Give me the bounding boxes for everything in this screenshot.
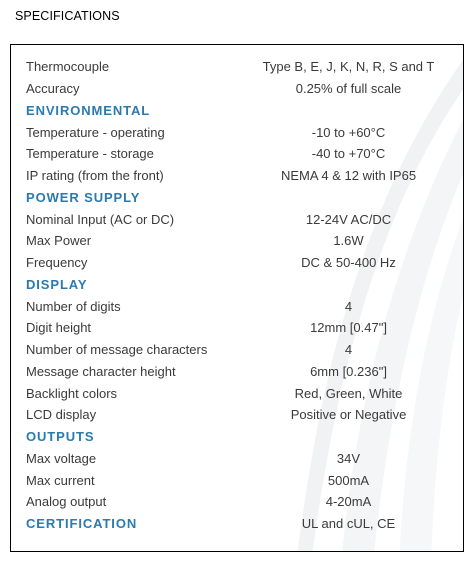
section-heading: ENVIRONMENTAL [26,102,151,118]
spec-value: 6mm [0.236"] [310,363,387,379]
spec-row-temperature-operating [26,121,456,143]
spec-value: 500mA [327,472,370,488]
spec-value: Red, Green, White [294,385,403,401]
spec-label: Max current [26,472,95,488]
spec-label: Max voltage [26,450,97,466]
section-power-supply [26,187,456,209]
section-heading: POWER SUPPLY [26,189,141,205]
section-outputs [26,426,456,448]
spec-label: Number of digits [26,298,121,314]
spec-label: Temperature - storage [26,146,154,162]
spec-label: Message character height [26,363,176,379]
spec-row-nominal-input [26,208,456,230]
spec-row-number-of-digits [26,295,456,317]
spec-list [26,56,456,535]
spec-label: Nominal Input (AC or DC) [26,211,175,227]
spec-label: Frequency [26,255,88,271]
spec-row-lcd-display [26,404,456,426]
spec-value: 34V [336,450,361,466]
spec-value: -40 to +70°C [311,146,386,162]
spec-label: Analog output [26,494,107,510]
section-heading: OUTPUTS [26,429,95,445]
spec-value: Type B, E, J, K, N, R, S and T [262,59,435,75]
spec-row-number-of-message-characters [26,339,456,361]
spec-label: LCD display [26,407,97,423]
spec-label: Thermocouple [26,59,110,75]
section-display [26,274,456,296]
spec-label: Max Power [26,233,92,249]
spec-value: UL and cUL, CE [301,516,396,532]
spec-value: 4-20mA [325,494,372,510]
spec-value: 4 [344,342,353,358]
spec-row-max-current [26,469,456,491]
spec-label: Digit height [26,320,92,336]
section-heading: DISPLAY [26,276,88,292]
spec-row-digit-height [26,317,456,339]
spec-row-message-character-height [26,361,456,383]
spec-row-accuracy [26,78,456,100]
page-heading: SPECIFICATIONS [15,9,120,23]
spec-row-backlight-colors [26,382,456,404]
spec-value: -10 to +60°C [311,124,386,140]
spec-row-temperature-storage [26,143,456,165]
spec-label: Temperature - operating [26,124,165,140]
spec-value: NEMA 4 & 12 with IP65 [280,168,417,184]
spec-row-max-voltage [26,448,456,470]
section-environmental [26,100,456,122]
spec-label: Accuracy [26,81,80,97]
spec-label: Backlight colors [26,385,118,401]
spec-row-max-power [26,230,456,252]
spec-row-thermocouple [26,56,456,78]
spec-label: Number of message characters [26,342,208,358]
section-heading: CERTIFICATION [26,516,138,532]
spec-label: IP rating (from the front) [26,168,164,184]
spec-value: DC & 50-400 Hz [301,255,396,271]
spec-value: Positive or Negative [290,407,407,423]
spec-value: 12mm [0.47"] [310,320,387,336]
spec-value: 1.6W [333,233,364,249]
spec-row-analog-output [26,491,456,513]
spec-value: 12-24V AC/DC [305,211,392,227]
spec-row-frequency [26,252,456,274]
spec-row-ip-rating [26,165,456,187]
section-certification [26,513,456,535]
specifications-box [10,44,464,552]
spec-value: 0.25% of full scale [295,81,402,97]
spec-value: 4 [344,298,353,314]
